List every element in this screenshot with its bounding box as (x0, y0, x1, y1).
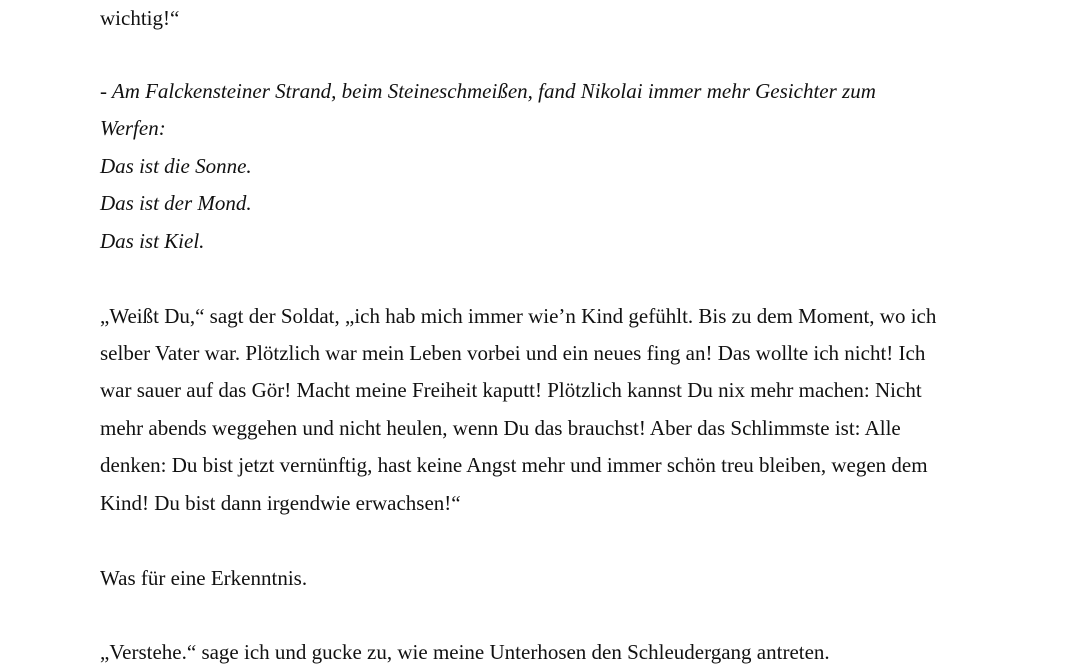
italic-text-line: Das ist der Mond. (100, 191, 252, 215)
text-line: mehr abends weggehen und nicht heulen, wenn Du das brauchst! Aber das Schlimmste ist: Alle (100, 416, 901, 440)
italic-text-line: - Am Falckensteiner Strand, beim Steineschmeißen, fand Nikolai immer mehr Gesichter zum (100, 79, 876, 103)
italic-text-line: Werfen: (100, 116, 166, 140)
text-line: „Weißt Du,“ sagt der Soldat, „ich hab mich immer wie’n Kind gefühlt. Bis zu dem Moment, wo ich (100, 304, 937, 328)
italic-text-line: Das ist die Sonne. (100, 154, 252, 178)
text-line: Was für eine Erkenntnis. (100, 566, 308, 590)
text-line: denken: Du bist jetzt vernünftig, hast keine Angst mehr und immer schön treu bleiben, wegen dem (100, 453, 928, 477)
italic-text-line: Das ist Kiel. (100, 229, 205, 253)
text-line: Kind! Du bist dann irgendwie erwachsen!“ (100, 491, 461, 515)
text-line: war sauer auf das Gör! Macht meine Freiheit kaputt! Plötzlich kannst Du nix mehr machen: Nicht (100, 378, 922, 402)
text-line: „Verstehe.“ sage ich und gucke zu, wie meine Unterhosen den Schleudergang antreten. (100, 640, 830, 664)
text-line: wichtig!“ (100, 6, 180, 30)
text-line: selber Vater war. Plötzlich war mein Leben vorbei und ein neues fing an! Das wollte ich nicht! Ich (100, 341, 926, 365)
